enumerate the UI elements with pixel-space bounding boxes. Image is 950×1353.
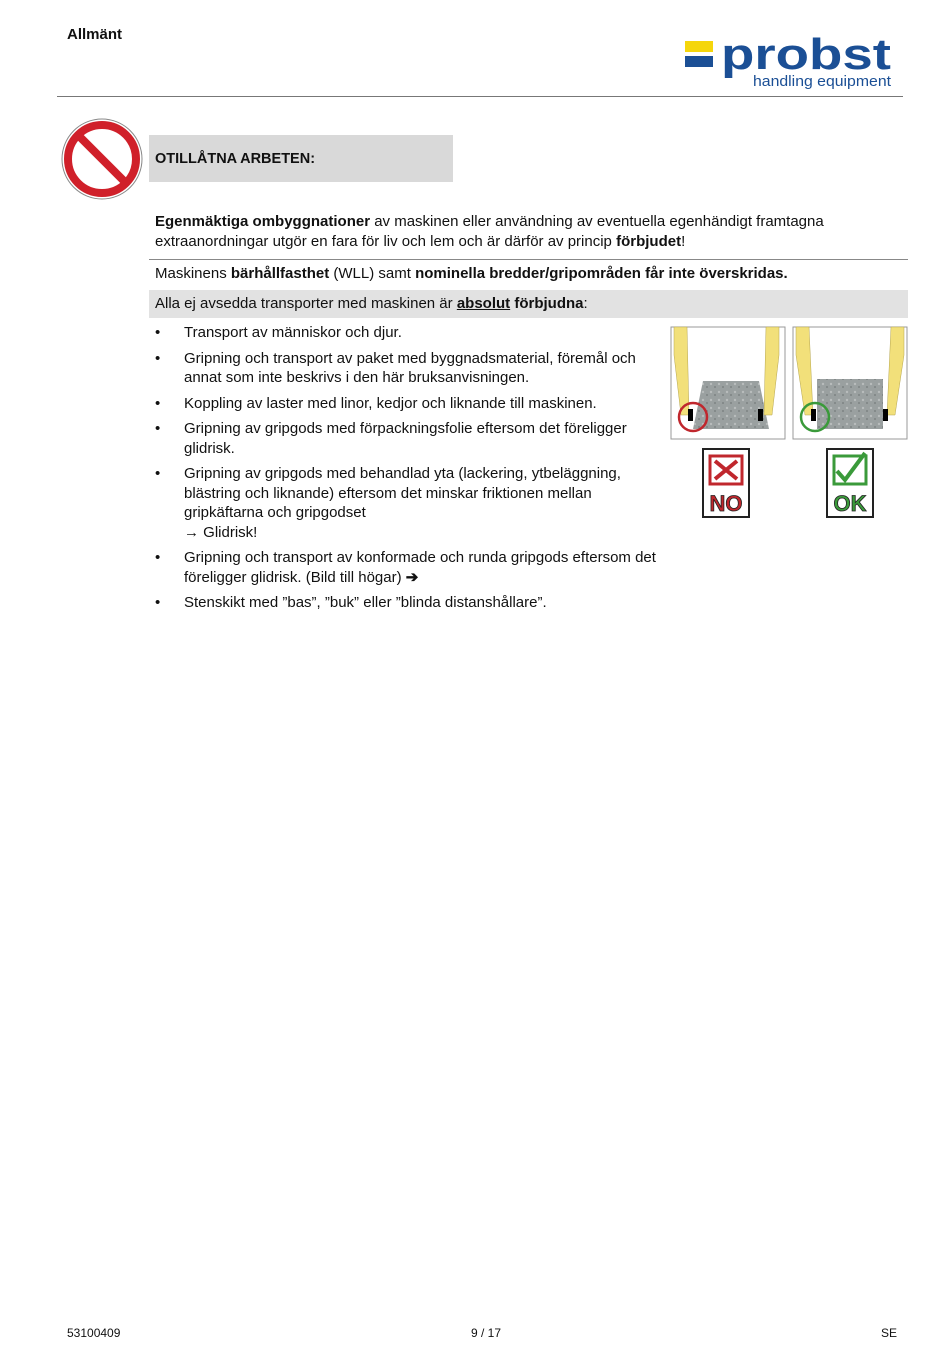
capacity-bold-1: bärhållfasthet — [230, 265, 330, 282]
footer-doc-number: 53100409 — [67, 1326, 121, 1340]
footer-language: SE — [881, 1326, 898, 1340]
no-label: NO — [709, 491, 743, 516]
bullet: • — [155, 349, 161, 367]
list-item-text: Gripning av gripgods med förpackningsfolie eftersom det föreligger glidrisk. — [184, 420, 627, 457]
paragraph-divider — [149, 259, 908, 260]
list-item — [155, 464, 660, 542]
gripping-illustration — [669, 325, 909, 531]
prohibition-sign-icon — [61, 118, 143, 200]
list-item — [155, 394, 660, 414]
ok-label: OK — [833, 491, 867, 516]
no-sign-icon — [703, 449, 749, 517]
no-panel — [671, 327, 785, 439]
bullet: • — [155, 594, 161, 611]
intro-text-2: ! — [681, 233, 686, 250]
list-item-text: Stenskikt med ”bas”, ”buk” eller ”blinda distanshållare”. — [184, 594, 547, 611]
list-item-text: Koppling av laster med linor, kedjor och liknande till maskinen. — [184, 394, 597, 412]
section-heading-box — [149, 135, 453, 182]
list-item — [155, 349, 660, 388]
page-header-title: Allmänt — [67, 26, 123, 43]
list-item-text: Gripning av gripgods med behandlad yta (lackering, ytbeläggning, blästring och liknande) eftersom det minskar friktionen mellan gripkäftarna och gripgodset — [184, 465, 621, 521]
transport-text-3: : — [583, 295, 588, 312]
transport-bold: förbjudna — [514, 295, 584, 312]
transport-underline: absolut — [456, 295, 511, 312]
intro-text-1: av maskinen eller användning av eventuella egenhändigt framtagna extraanordningar utgör en fara för liv och lem och är därför av princip — [155, 213, 824, 250]
list-item-text: Gripning och transport av paket med byggnadsmaterial, föremål och annat som inte beskrivs i den här bruksanvisningen. — [184, 349, 636, 386]
intro-paragraph — [155, 212, 890, 252]
section-heading: OTILLÅTNA ARBETEN: — [155, 150, 316, 167]
prohibited-list — [155, 323, 660, 619]
header-divider — [57, 96, 903, 97]
ok-sign-icon — [827, 449, 873, 517]
footer-page-number: 9 / 17 — [471, 1326, 502, 1340]
transport-text-1: Alla ej avsedda transporter med maskinen är — [155, 295, 457, 312]
list-item-text: Transport av människor och djur. — [184, 324, 402, 341]
bullet: • — [155, 420, 161, 437]
bullet: • — [155, 549, 161, 566]
list-item — [155, 419, 660, 458]
transport-line — [155, 295, 588, 312]
bullet: • — [155, 324, 161, 341]
list-item-text: Gripning och transport av konformade och runda gripgods eftersom det föreligger glidrisk. (Bild till högar) — [184, 549, 656, 586]
capacity-text-1: Maskinens — [155, 265, 231, 282]
list-item — [155, 593, 660, 613]
svg-text:handling equipment: handling equipment — [753, 73, 892, 90]
capacity-line — [155, 265, 788, 282]
bullet: • — [155, 465, 161, 482]
intro-bold-1: Egenmäktiga ombyggnationer — [155, 213, 371, 230]
capacity-bold-2: nominella bredder/gripområden får inte överskridas. — [415, 265, 788, 282]
svg-text:probst: probst — [721, 30, 892, 79]
capacity-text-2: (WLL) samt — [329, 265, 416, 282]
list-item — [155, 323, 660, 343]
bullet: • — [155, 394, 161, 412]
arrow-right-icon: ➔ — [405, 568, 419, 586]
list-item — [155, 548, 660, 587]
list-item-subtext: Glidrisk! — [203, 523, 258, 541]
ok-panel — [793, 327, 907, 439]
probst-logo — [683, 30, 895, 92]
arrow-icon: → — [184, 523, 199, 541]
intro-bold-2: förbjudet — [616, 233, 682, 250]
